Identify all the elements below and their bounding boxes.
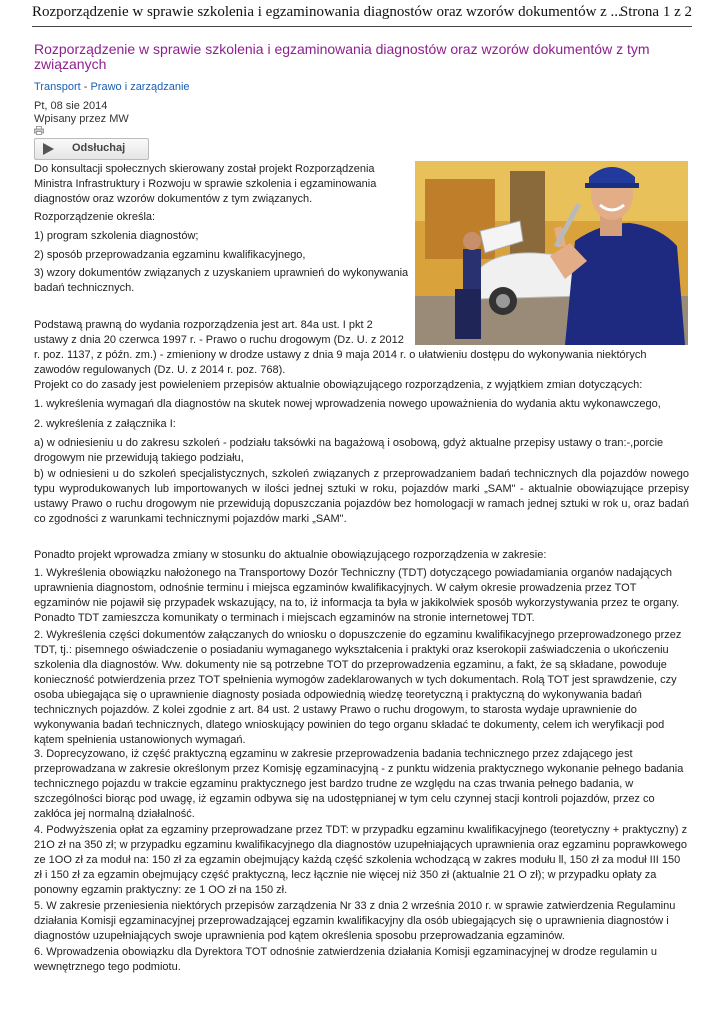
article-title: Rozporządzenie w sprawie szkolenia i egzaminowania diagnostów oraz wzorów dokumentów z tym związanych xyxy=(34,41,650,72)
further-change-4: 4. Podwyższenia opłat za egzaminy przeprowadzane przez TDT: w przypadku egzaminu kwalifikacyjnego (teoretyczny + praktyczny) z 21O zł na 350 zł; w przypadku egzaminu kwalifikacyjnego dla diagnostów uzupełniających uprawnienia oraz egzaminu poprawkowego ze 1OO zł za moduł na: 150 zł za egzamin obejmujący każdą część szkolenia wchodzącą w zakres modułu ll, 150 zł za moduł III 150 zł i 150 zł za egzamin obejmujący część praktyczną, lecz łącznie nie więcej niż 350 zł (aktualnie 21 O zł); w przypadku opłaty za ponowny egzamin praktyczny: ze 1 OO zł na 150 zł. xyxy=(34,824,688,896)
change-item-1: 1. wykreślenia wymagań dla diagnostów na skutek nowej wprowadzenia nowego upoważnienia do wydania aktu wykonawczego, xyxy=(34,398,661,410)
list-item-1: 1) program szkolenia diagnostów; xyxy=(34,230,199,242)
article-date: Pt, 08 sie 2014 xyxy=(34,100,108,112)
further-changes-heading: Ponadto projekt wprowadza zmiany w stosunku do aktualnie obowiązującego rozporządzenia w zakresie: xyxy=(34,549,547,561)
listen-button-label: Odsłuchaj xyxy=(72,142,126,154)
print-icon[interactable] xyxy=(34,126,44,135)
legal-basis-paragraph xyxy=(34,318,689,378)
change-item-2: 2. wykreślenia z załącznika I: xyxy=(34,418,176,430)
breadcrumb-link-prawo[interactable]: Prawo i zarządzanie xyxy=(90,81,190,93)
further-change-6: 6. Wprowadzenia obowiązku dla Dyrektora TOT odnośnie zatwierdzenia działania Komisji egzaminacyjnej w drodze regulamin u wewnętrznego tego podmiotu. xyxy=(34,946,658,973)
further-change-3: 3. Doprecyzowano, iż część praktyczną egzaminu w zakresie przeprowadzenia badania technicznego przez zdającego jest przeprowadzana w zakresie określonym przez Komisję egzaminacyjną - z punktu widzenia praktycznego wykonanie pełnego badania technicznego pojazdu w trakcie egzaminu praktycznego jest bardzo trudne ze względu na czas trwania pełnego badania, w szczególności biorąc pod uwagę, iż egzamin odbywa się na udostępnianej w tym celu czynnej stacji kontroli pojazdów, przez co zakłóca jej normalną działalność. xyxy=(34,748,684,820)
intro-paragraph: Do konsultacji społecznych skierowany został projekt Rozporządzenia Ministra Infrastruktury i Rozwoju w sprawie szkolenia i egzaminowania diagnostów oraz wzorów dokumentów z tym związanych. xyxy=(34,163,377,205)
project-scope-paragraph: Projekt co do zasady jest powieleniem przepisów aktualnie obowiązującego rozporządzenia, z wyjątkiem zmian dotyczących: xyxy=(34,379,643,391)
further-change-5: 5. W zakresie przeniesienia niektórych przepisów zarządzenia Nr 33 z dnia 2 września 2010 r. w sprawie zatwierdzenia Regulaminu działania Komisji egzaminacyjnej przeprowadzającej egzamin kwalifikacyjny dla osób ubiegających się o uprawnienia diagnostów i diagnostów uzupełniających swoje uprawnienia pod kątem określenia sposobu przeprowadzania egzaminów. xyxy=(34,900,676,942)
legal-basis-text: Podstawą prawną do wydania rozporządzenia jest art. 84a ust. I pkt 2 ustawy z dnia 20 czerwca 1997 r. - Prawo o ruchu drogowym (Dz. U. z 2012 r. poz. 1137, z późn. zm.) - zmieniony w drodze ustawy z dnia 9 maja 2014 r. o ułatwieniu dostępu do wykonywania niektórych zawodów regulowanych (Dz. U. z 2014 r. poz. 768). xyxy=(34,319,647,376)
header-document-title: Rozporządzenie w sprawie szkolenia i egzaminowania diagnostów oraz wzorów dokumentów z ... xyxy=(32,4,622,20)
breadcrumb xyxy=(34,81,190,93)
listen-button[interactable] xyxy=(34,138,149,160)
page-header xyxy=(32,4,692,27)
change-item-2b: b) w odniesieni u do szkoleń specjalistycznych, szkoleń związanych z przeprowadzaniem badań technicznych dla pojazdów nowego typu wyprodukowanych lub importowanych w ilości jednej sztuki w roku, pojazdów marki „SAM" - aktualnie obowiązujące przepisy ustawy Prawo o ruchu drogowym nie przewidują dopuszczania pojazdów bez homologacji w ramach jednej sztuki w rok u, oraz badań co zgodności z warunkami technicznymi pojazdów marki „SAM". xyxy=(34,468,689,525)
further-change-2: 2. Wykreślenia części dokumentów załączanych do wniosku o dopuszczenie do egzaminu kwalifikacyjnego przeprowadzonego przez TDT, tj.: pisemnego oświadczenie o posiadaniu wymaganego wykształcenia i praktyki oraz kserokopii zaświadczenia o ukończeniu szkolenia dla diagnostów. Ww. dokumenty nie są potrzebne TOT do przeprowadzenia egzaminu, a fakt, że są składane, powoduje konieczność potwierdzenia przez TOT spełnienia wymogów zadeklarowanych w tych dokumentach. Rolą TOT jest sprawdzenie, czy osoba ubiegająca się o uprawnienie diagnosty posiada odpowiednią wiedzę teoretyczną i praktyczną do wykonywania badań technicznych pojazdów. Z kolei zgodnie z art. 84 ust. 2 ustawy Prawo o ruchu drogowym, to starosta wydaje uprawnienie do wykonywania badań technicznych, dlatego wnioskujący powinien do tego organu składać te dokumenty, celem ich weryfikacji pod kątem spełnienia ustanowionych wymagań. xyxy=(34,629,682,746)
play-icon xyxy=(43,143,54,155)
article-author: Wpisany przez MW xyxy=(34,113,129,125)
paragraph-scope-heading: Rozporządzenie określa: xyxy=(34,211,156,223)
further-change-1: 1. Wykreślenia obowiązku nałożonego na Transportowy Dozór Techniczny (TDT) dotyczącego powiadamiania organów nadających uprawnienia diagnostom, odnośnie terminu i miejsca egzaminów kwalifikacyjnych. W całym okresie prowadzenia przez TOT egzaminów nie pojawił się przypadek wskazujący, na to, iż informacja ta była w jakikolwiek sposób wykorzystywania przez te organy. Ponadto TDT zamieszcza komunikaty o terminach i miejscach egzaminów na stronie internetowej TDT. xyxy=(34,567,680,624)
header-page-number: Strona 1 z 2 xyxy=(619,4,692,20)
breadcrumb-link-transport[interactable]: Transport xyxy=(34,81,81,93)
breadcrumb-separator: - xyxy=(80,81,91,93)
change-item-2a: a) w odniesieniu u do zakresu szkoleń - podziału taksówki na bagażową i osobową, gdyż aktualne przepisy ustawy o tran:-,porcie drogowym nie przewidują takiego podziału, xyxy=(34,437,664,464)
list-item-2: 2) sposób przeprowadzania egzaminu kwalifikacyjnego, xyxy=(34,249,306,261)
list-item-3: 3) wzory dokumentów związanych z uzyskaniem uprawnień do wykonywania badań technicznych. xyxy=(34,267,409,294)
